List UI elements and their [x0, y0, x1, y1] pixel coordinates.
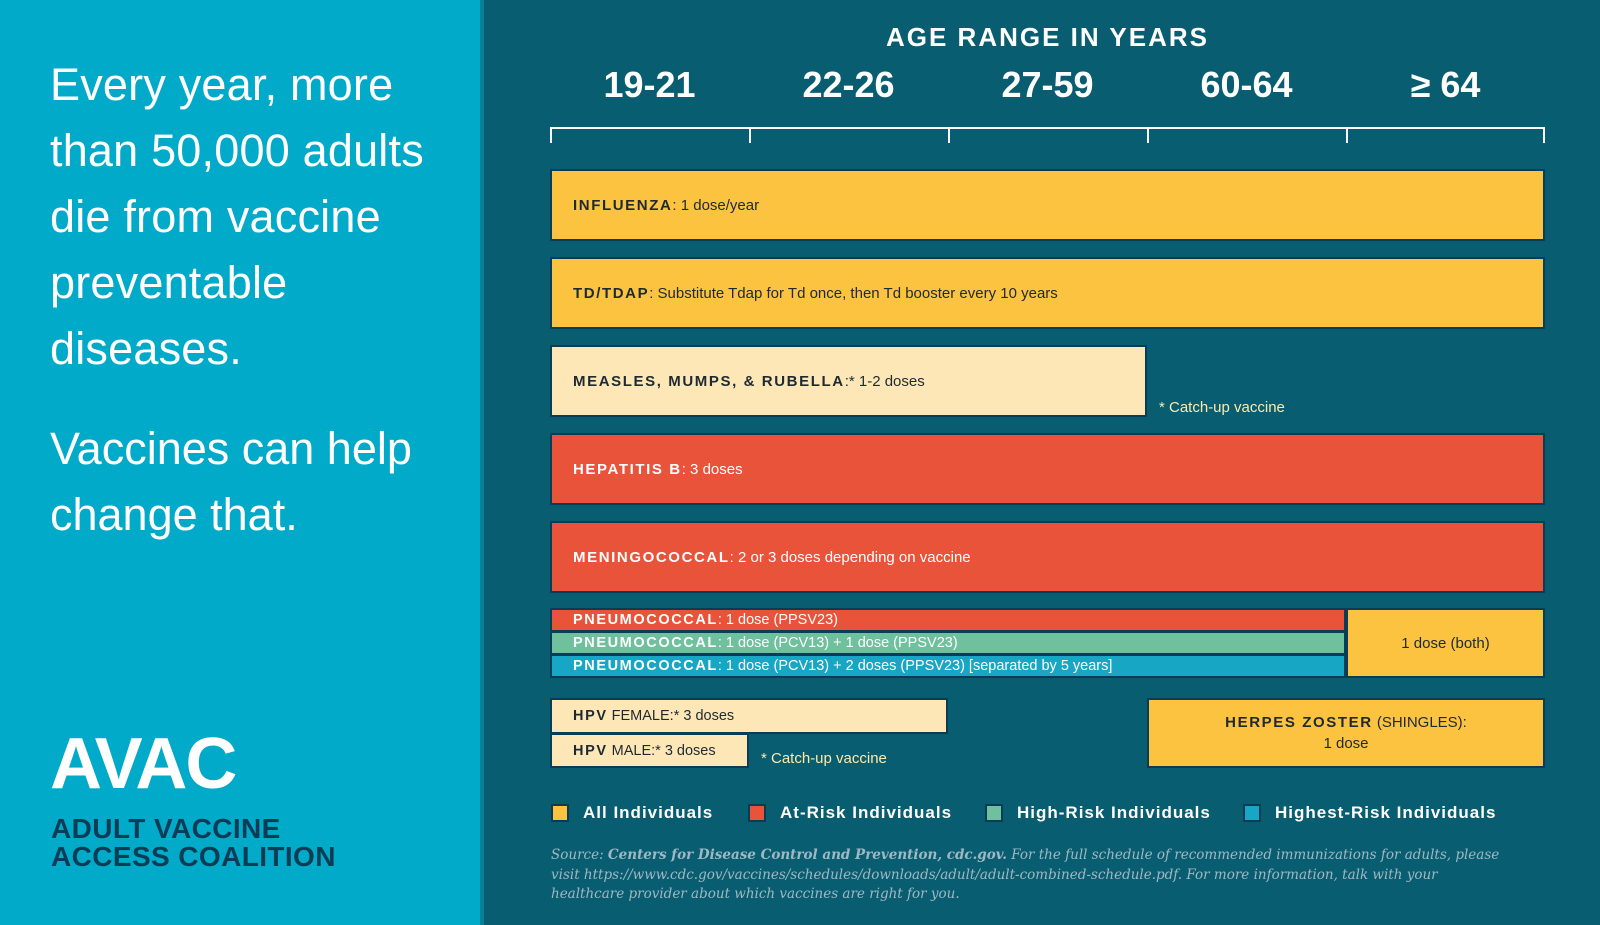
bar-combined-8: [1346, 608, 1545, 678]
legend-label: High-Risk Individuals: [1017, 803, 1211, 822]
legend-label: All Individuals: [583, 803, 714, 822]
legend-swatch: [1243, 804, 1261, 822]
vaccine-name: MENINGOCOCCAL: [573, 548, 730, 566]
bar-hepatitis-b-3: [550, 433, 1545, 505]
bar-pneumococcal-6: [550, 631, 1346, 655]
legend-item-all: [551, 803, 713, 823]
bar-label: [573, 743, 716, 759]
bar-label: [573, 549, 971, 566]
bar-label: [573, 285, 1058, 302]
source-note: [551, 846, 1511, 905]
catch-up-note-hpv: * Catch-up vaccine: [761, 750, 887, 767]
vaccine-detail: FEMALE:* 3 doses: [607, 708, 735, 724]
panel-divider: [480, 0, 484, 925]
axis-tick-2: [948, 127, 950, 143]
subline: Vaccines can help change that.: [50, 423, 412, 540]
source-prefix: Source:: [551, 847, 608, 863]
legend-item-at-risk: [748, 803, 952, 823]
axis-tick-4: [1346, 127, 1348, 143]
bar-label: [573, 658, 1112, 674]
vaccine-detail: : 3 doses: [681, 460, 743, 478]
vaccine-name: INFLUENZA: [573, 196, 673, 214]
axis-tick-5: [1543, 127, 1545, 143]
age-label-1: 22-26: [802, 64, 895, 105]
axis-tick-0: [550, 127, 552, 143]
legend-swatch: [985, 804, 1003, 822]
logo-subtitle-line2: ACCESS COALITION: [51, 841, 336, 872]
vaccine-detail: : 1 dose (PPSV23): [717, 612, 838, 628]
bar-measles-mumps-rubella-2: [550, 345, 1147, 417]
vaccine-detail: 1 dose (both): [1401, 634, 1490, 652]
vaccine-name: HPV: [573, 742, 608, 759]
vaccine-detail: (SHINGLES):: [1372, 714, 1467, 731]
legend-swatch: [748, 804, 766, 822]
vaccine-name: HERPES ZOSTER: [1225, 714, 1373, 731]
vaccine-detail: : 1 dose (PCV13) + 1 dose (PPSV23): [717, 635, 958, 651]
chart-title: AGE RANGE IN YEARS: [885, 22, 1209, 52]
vaccine-detail: : 1 dose/year: [672, 196, 760, 214]
vaccine-name: TD/TDAP: [573, 284, 650, 302]
vaccine-name: HEPATITIS B: [573, 460, 682, 478]
vaccine-detail: : Substitute Tdap for Td once, then Td booster every 10 years: [649, 284, 1058, 302]
vaccine-detail-2: 1 dose: [1323, 735, 1369, 752]
axis-tick-1: [749, 127, 751, 143]
age-label-3: 60-64: [1200, 64, 1293, 105]
source-org: Centers for Disease Control and Prevention, cdc.gov.: [607, 847, 1007, 863]
axis-tick-3: [1147, 127, 1149, 143]
bar-label: [1225, 712, 1467, 733]
bar-label: [573, 708, 734, 724]
headline: Every year, more than 50,000 adults die from vaccine preventable diseases.: [50, 59, 424, 374]
vaccine-name: MEASLES, MUMPS, & RUBELLA: [573, 372, 845, 390]
age-label-2: 27-59: [1001, 64, 1094, 105]
vaccine-detail: MALE:* 3 doses: [607, 742, 716, 759]
bar-pneumococcal-5: [550, 608, 1346, 632]
bar-label: [573, 197, 759, 214]
legend-label: Highest-Risk Individuals: [1275, 803, 1497, 822]
logo-subtitle-line1: ADULT VACCINE: [51, 813, 281, 844]
age-axis: [550, 127, 1545, 129]
catch-up-note-mmr: * Catch-up vaccine: [1159, 399, 1285, 416]
bar-label: [573, 373, 925, 390]
source-text: For the full schedule of recommended immunizations for adults, please visit https://www.cdc.gov/vaccines/schedules/downloads/adult/adult-combined-schedule.pdf. For more information, talk with your healthcare provider about which vaccines are right for you.: [551, 847, 1500, 902]
avac-logo: AVAC: [50, 724, 236, 804]
legend-item-high-risk: [985, 803, 1211, 823]
bar-label: [573, 612, 838, 628]
bar-influenza-0: [550, 169, 1545, 241]
left-panel: [0, 0, 480, 925]
bar-label: [573, 635, 958, 651]
age-label-4: ≥ 64: [1410, 64, 1481, 105]
logo-subtitle: [51, 815, 336, 871]
legend-swatch: [551, 804, 569, 822]
vaccine-name: HPV: [573, 708, 608, 724]
bar-label: [573, 461, 743, 478]
legend-label: At-Risk Individuals: [780, 803, 953, 822]
vaccine-detail: : 1 dose (PCV13) + 2 doses (PPSV23) [separated by 5 years]: [717, 658, 1113, 674]
bar-label: [1401, 635, 1489, 652]
vaccine-detail: :* 1-2 doses: [844, 372, 925, 390]
legend-item-highest-risk: [1243, 803, 1496, 823]
bar-hpv-9: [550, 698, 948, 734]
bar-meningococcal-4: [550, 521, 1545, 593]
vaccine-name: PNEUMOCOCCAL: [573, 635, 718, 651]
vaccine-name: PNEUMOCOCCAL: [573, 612, 718, 628]
bar-hpv-10: [550, 733, 749, 768]
age-label-0: 19-21: [603, 64, 696, 105]
bar-herpes-zoster-11: [1147, 698, 1545, 768]
bar-td-tdap-1: [550, 257, 1545, 329]
vaccine-detail: : 2 or 3 doses depending on vaccine: [729, 548, 971, 566]
bar-pneumococcal-7: [550, 654, 1346, 678]
vaccine-name: PNEUMOCOCCAL: [573, 658, 718, 674]
